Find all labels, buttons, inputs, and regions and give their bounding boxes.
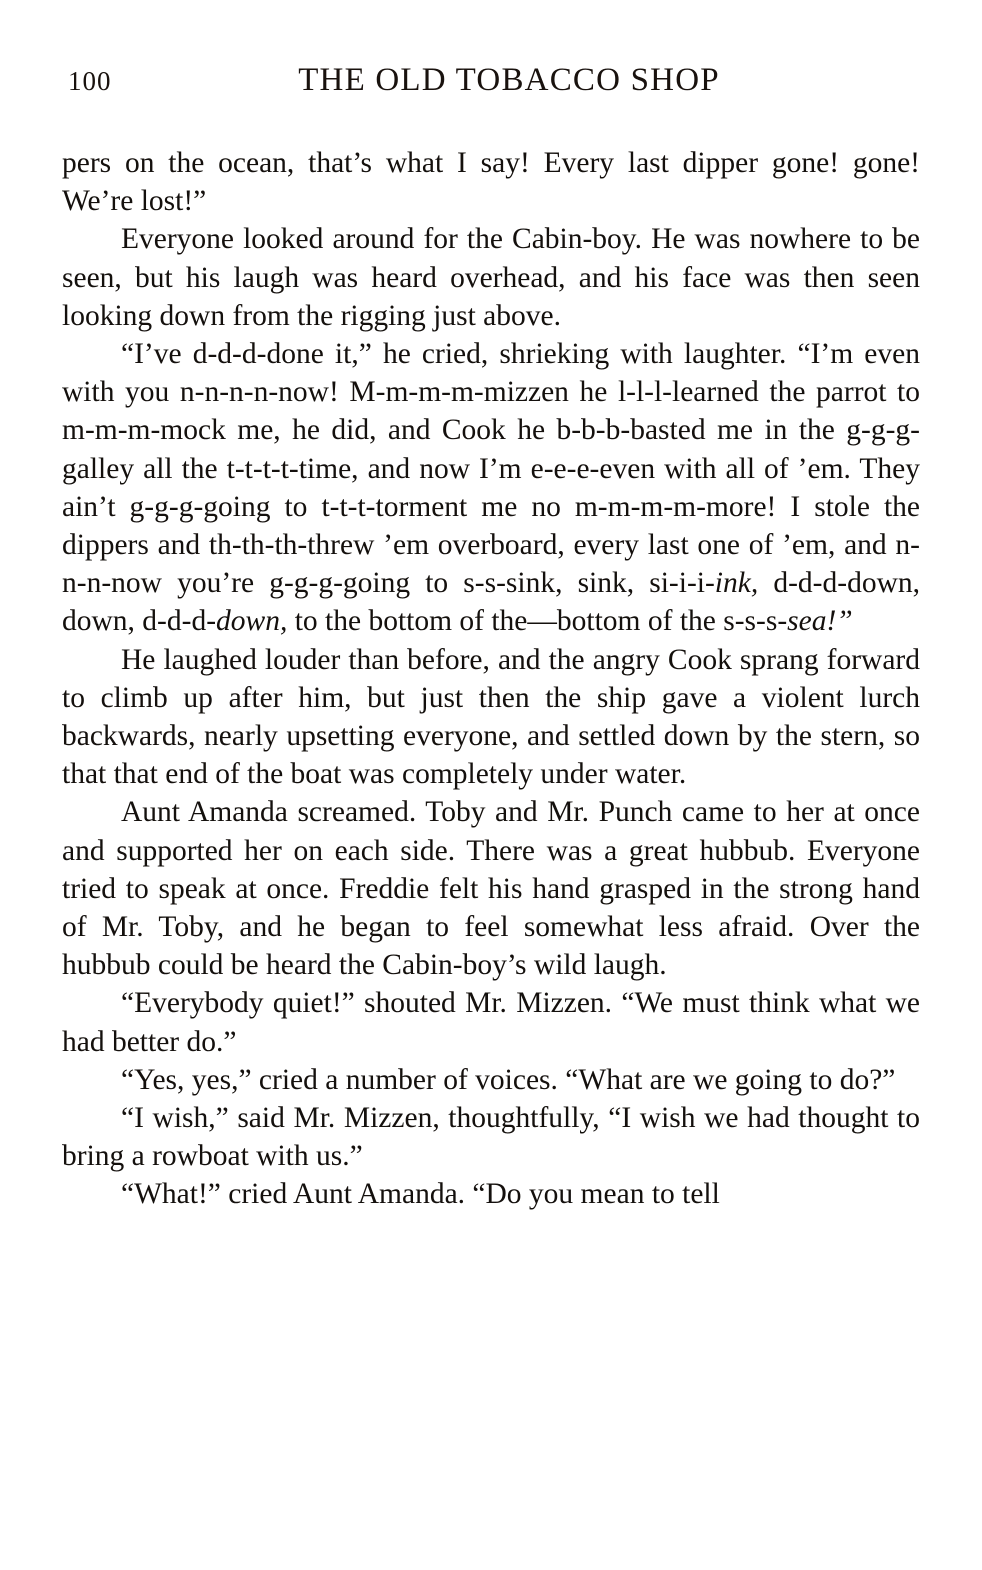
text-run: Everyone looked around for the Cabin-boy. He was nowhere to be seen, but his laugh was heard overhead, and his face was then seen looking down from the rigging just above.: [62, 223, 920, 332]
paragraph: [62, 144, 920, 220]
paragraph: [62, 641, 920, 794]
text-run: “I’ve d-d-d-done it,” he cried, shrieking with laughter. “I’m even with you n-n-n-n-now! M-m-m-m-mizzen he l-l-l-learned the parrot to m-m-m-mock me, he did, and Cook he b-b-b-basted me in the g-g-g-galley all the t-t-t-t-time, and now I’m e-e-e-even with all of ’em. They ain’t g-g-g-going to t-t-t-torment me no m-m-m-m-more! I stole the dippers and th-th-th-threw ’em overboard, every last one of ’em, and n-n-n-now you’re g-g-g-going to s-s-sink, sink, si-i-i-: [62, 338, 920, 600]
page-header: [62, 62, 920, 122]
text-run: Aunt Amanda screamed. Toby and Mr. Punch came to her at once and supported her on each side. There was a great hubbub. Everyone tried to speak at once. Freddie felt his hand grasped in the strong hand of Mr. Toby, and he began to feel somewhat less afraid. Over the hubbub could be heard the Cabin-boy’s wild laugh.: [62, 796, 920, 982]
paragraph: [62, 984, 920, 1060]
paragraph: [62, 220, 920, 335]
page-number: 100: [68, 66, 112, 96]
paragraph: [62, 793, 920, 984]
text-run: “What!” cried Aunt Amanda. “Do you mean to tell: [121, 1178, 720, 1211]
paragraph: [62, 1175, 920, 1213]
text-run: “I wish,” said Mr. Mizzen, thoughtfully, “I wish we had thought to bring a rowboat with us.”: [62, 1102, 920, 1173]
text-run: pers on the ocean, that’s what I say! Every last dipper gone! gone! We’re lost!”: [62, 147, 920, 218]
emphasized-text: ink,: [714, 567, 759, 600]
emphasized-text: down,: [216, 605, 288, 638]
text-run: to the bottom of the—bottom of the s-s-s-: [287, 605, 788, 638]
page-body-text: [62, 144, 920, 1214]
paragraph: [62, 1099, 920, 1175]
paragraph: [62, 335, 920, 641]
running-head: THE OLD TOBACCO SHOP: [298, 62, 720, 98]
text-run: “Everybody quiet!” shouted Mr. Mizzen. “We must think what we had better do.”: [62, 987, 920, 1058]
paragraph: [62, 1061, 920, 1099]
emphasized-text: sea!”: [787, 605, 853, 638]
text-run: He laughed louder than before, and the angry Cook sprang forward to climb up after him, but just then the ship gave a violent lurch backwards, nearly upsetting everyone, and settled down by the stern, so that that end of the boat was completely under water.: [62, 643, 920, 791]
text-run: d-d-d-down, down, d-d-d-: [62, 567, 920, 638]
text-run: “Yes, yes,” cried a number of voices. “What are we going to do?”: [121, 1063, 896, 1096]
